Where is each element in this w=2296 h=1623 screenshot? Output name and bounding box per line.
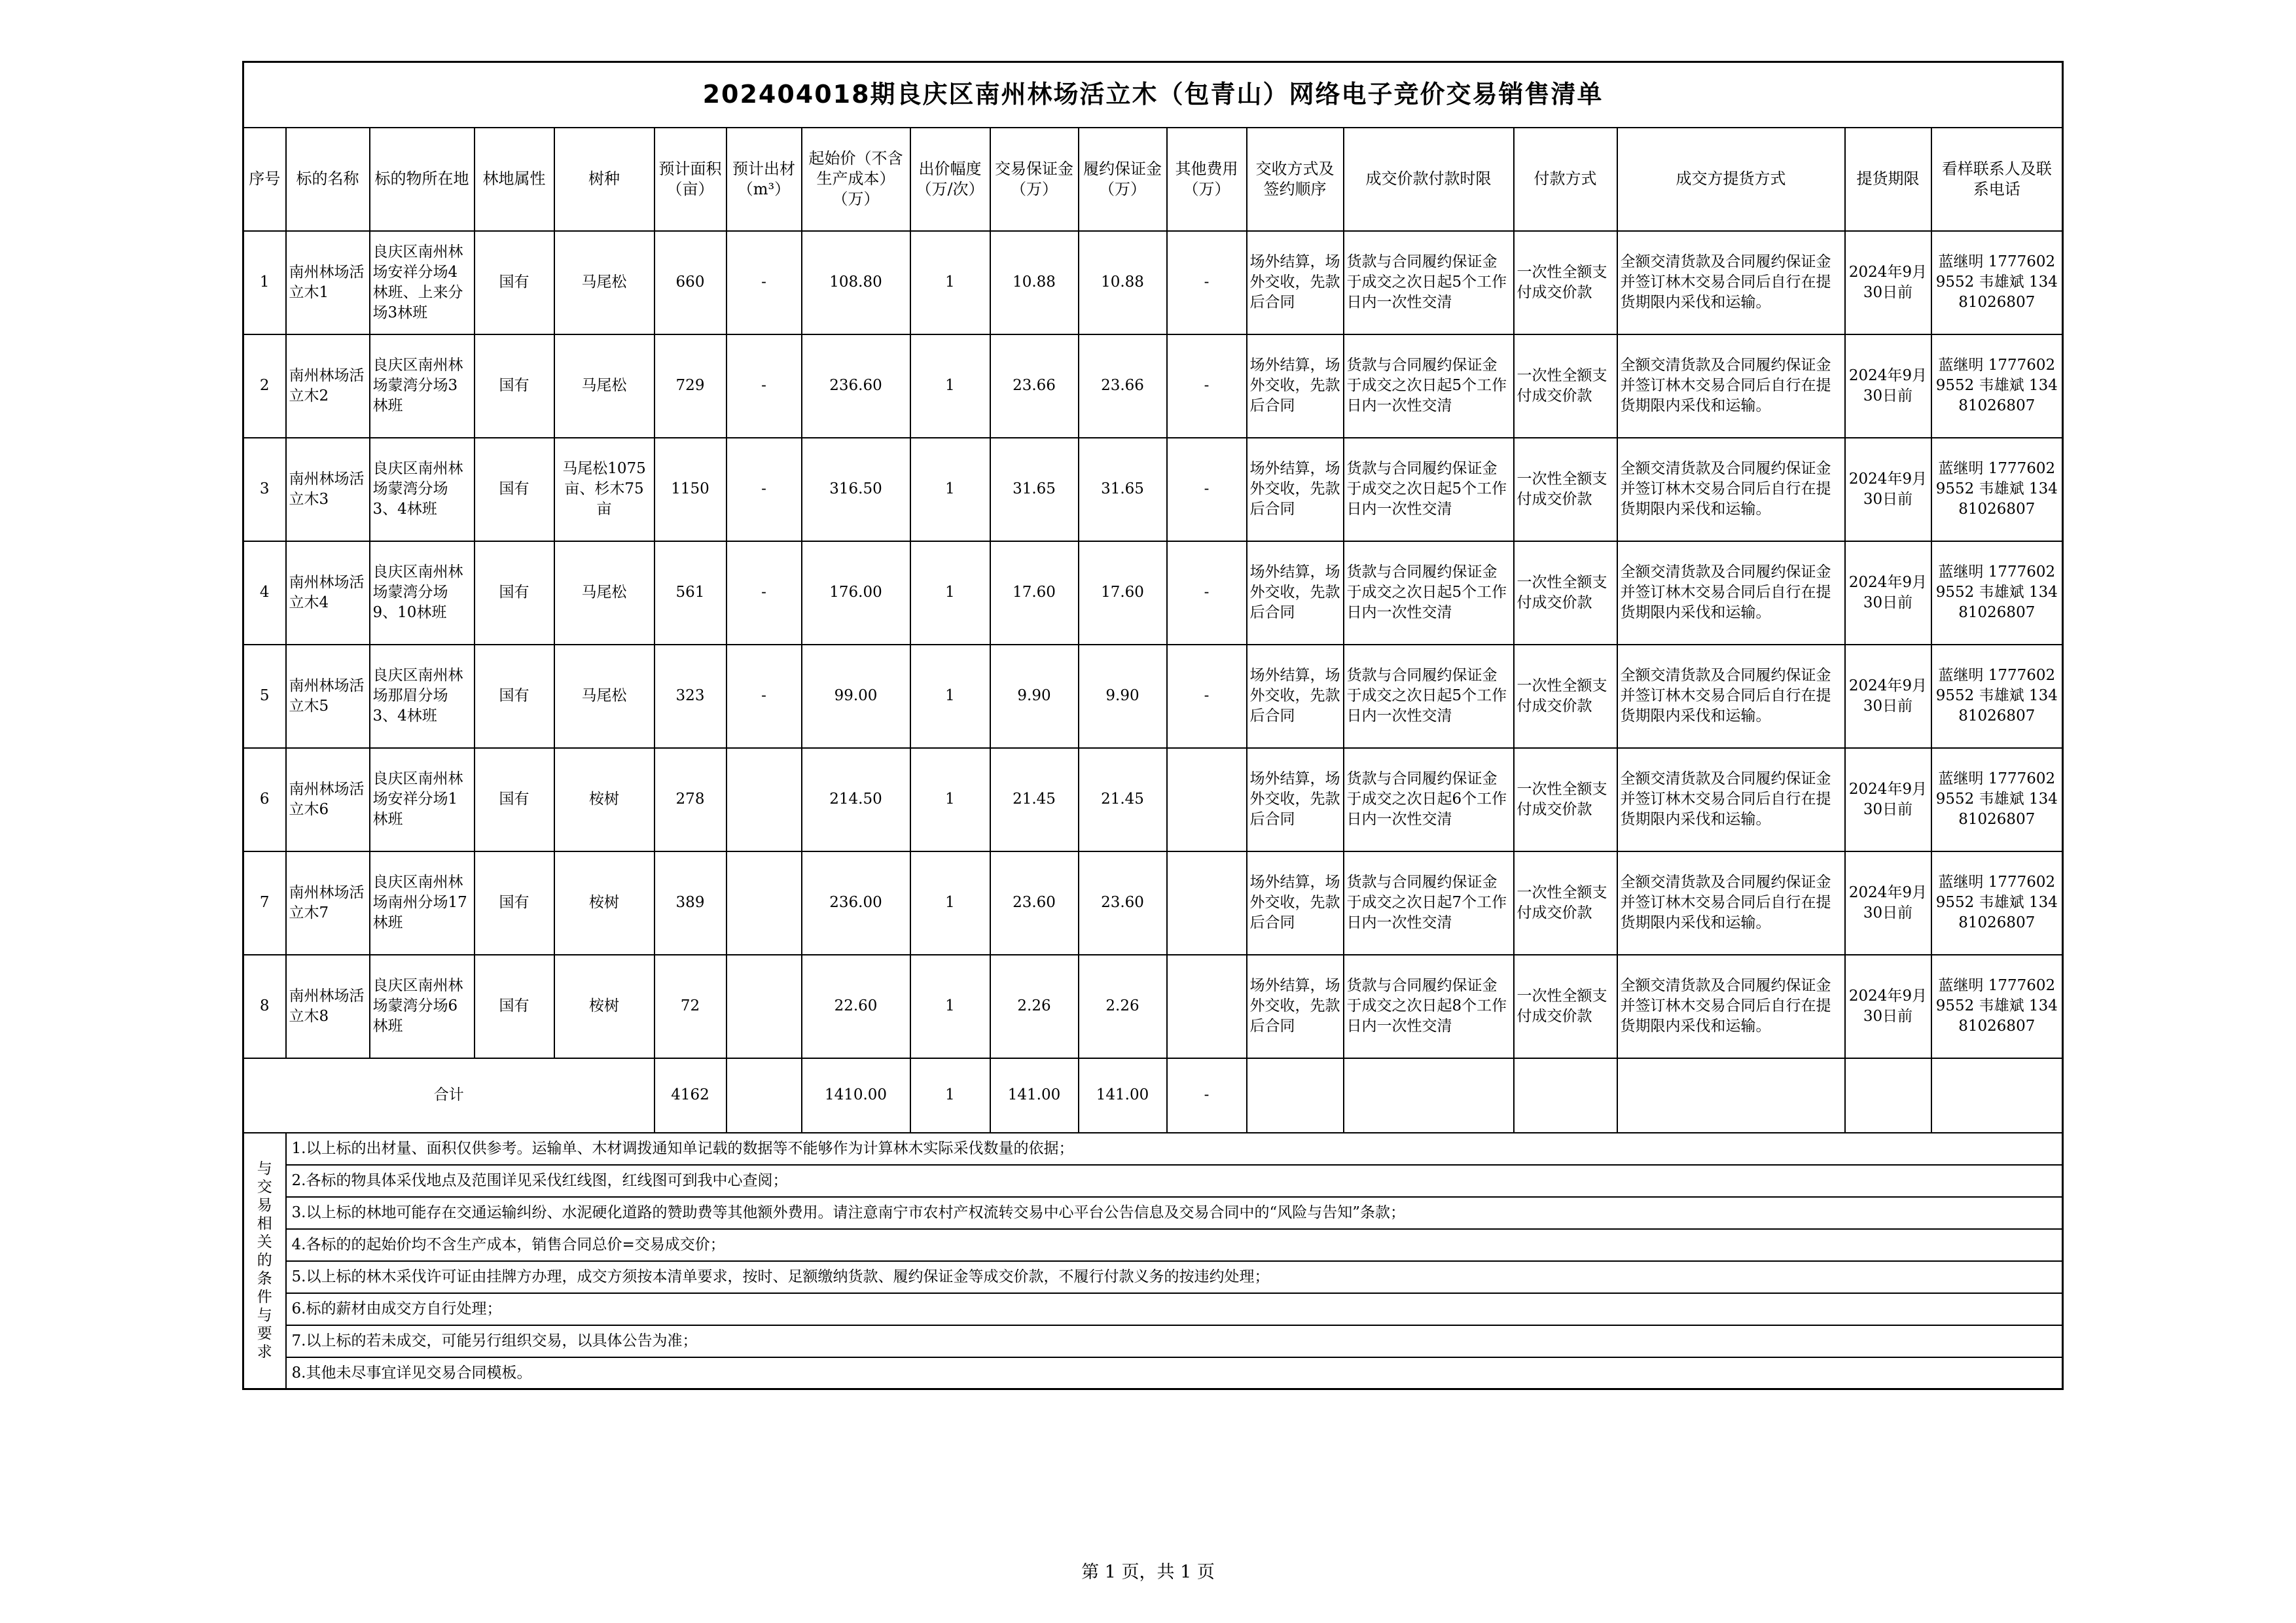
cell-name: 南州林场活立木4	[286, 541, 370, 645]
cell-location: 良庆区南州林场安祥分场4林班、上来分场3林班	[370, 231, 475, 334]
cell-no: 8	[243, 955, 286, 1058]
table-row	[243, 955, 2063, 1058]
cell-other	[1167, 748, 1247, 851]
cell-other: -	[1167, 334, 1247, 438]
cell-perf-deposit: 2.26	[1079, 955, 1167, 1058]
cell-location: 良庆区南州林场蒙湾分场3林班	[370, 334, 475, 438]
column-header: 提货期限	[1845, 128, 1931, 231]
page-footer: 第 1 页，共 1 页	[1081, 1562, 1215, 1582]
cell-start-price: 236.60	[802, 334, 910, 438]
cell-species: 马尾松	[554, 231, 655, 334]
cell-pay-deadline: 货款与合同履约保证金于成交之次日起8个工作日内一次性交清	[1344, 955, 1514, 1058]
column-header: 预计面积（亩）	[655, 128, 726, 231]
cell-increment: 1	[910, 438, 990, 541]
condition-text: 7.以上标的若未成交，可能另行组织交易，以具体公告为准；	[286, 1325, 2063, 1357]
cell-perf-deposit: 31.65	[1079, 438, 1167, 541]
column-header: 成交价款付款时限	[1344, 128, 1514, 231]
condition-text: 1.以上标的出材量、面积仅供参考。运输单、木材调拨通知单记载的数据等不能够作为计算林木实际采伐数量的依据；	[286, 1133, 2063, 1165]
cell-area: 729	[655, 334, 726, 438]
cell-pay-deadline: 货款与合同履约保证金于成交之次日起6个工作日内一次性交清	[1344, 748, 1514, 851]
cell-increment: 1	[910, 334, 990, 438]
cell-other: -	[1167, 438, 1247, 541]
cell-start-price: 22.60	[802, 955, 910, 1058]
cell-pay-method: 一次性全额支付成交价款	[1514, 231, 1617, 334]
cell-name: 南州林场活立木7	[286, 851, 370, 955]
column-header: 成交方提货方式	[1617, 128, 1845, 231]
cell-name: 南州林场活立木6	[286, 748, 370, 851]
cell-contact: 蓝继明 17776029552 韦雄斌 13481026807	[1931, 851, 2063, 955]
cell-increment: 1	[910, 231, 990, 334]
cell-pay-method: 一次性全额支付成交价款	[1514, 438, 1617, 541]
cell-delivery: 场外结算，场外交收，先款后合同	[1247, 645, 1344, 748]
condition-row	[243, 1229, 2063, 1261]
total-empty	[1514, 1058, 1617, 1133]
cell-location: 良庆区南州林场安祥分场1林班	[370, 748, 475, 851]
cell-name: 南州林场活立木1	[286, 231, 370, 334]
cell-delivery: 场外结算，场外交收，先款后合同	[1247, 955, 1344, 1058]
cell-area: 389	[655, 851, 726, 955]
cell-pickup: 全额交清货款及合同履约保证金并签订林木交易合同后自行在提货期限内采伐和运输。	[1617, 955, 1845, 1058]
column-header: 起始价（不含生产成本）（万）	[802, 128, 910, 231]
condition-text: 4.各标的的起始价均不含生产成本，销售合同总价=交易成交价；	[286, 1229, 2063, 1261]
cell-no: 1	[243, 231, 286, 334]
cell-species: 马尾松	[554, 541, 655, 645]
cell-pay-deadline: 货款与合同履约保证金于成交之次日起5个工作日内一次性交清	[1344, 231, 1514, 334]
cell-contact: 蓝继明 17776029552 韦雄斌 13481026807	[1931, 334, 2063, 438]
table-row	[243, 438, 2063, 541]
cell-name: 南州林场活立木5	[286, 645, 370, 748]
cell-delivery: 场外结算，场外交收，先款后合同	[1247, 231, 1344, 334]
cell-property: 国有	[475, 955, 554, 1058]
condition-row	[243, 1133, 2063, 1165]
cell-contact: 蓝继明 17776029552 韦雄斌 13481026807	[1931, 748, 2063, 851]
page-title: 202404018期良庆区南州林场活立木（包青山）网络电子竞价交易销售清单	[243, 62, 2063, 128]
total-start-price: 1410.00	[802, 1058, 910, 1133]
cell-species: 马尾松	[554, 645, 655, 748]
cell-name: 南州林场活立木2	[286, 334, 370, 438]
cell-location: 良庆区南州林场那眉分场3、4林班	[370, 645, 475, 748]
column-header: 交收方式及签约顺序	[1247, 128, 1344, 231]
column-header: 标的名称	[286, 128, 370, 231]
cell-no: 2	[243, 334, 286, 438]
cell-species: 桉树	[554, 748, 655, 851]
column-header: 交易保证金（万）	[990, 128, 1079, 231]
total-area: 4162	[655, 1058, 726, 1133]
total-empty	[1344, 1058, 1514, 1133]
cell-pickup-deadline: 2024年9月30日前	[1845, 851, 1931, 955]
cell-perf-deposit: 23.66	[1079, 334, 1167, 438]
cell-deposit: 21.45	[990, 748, 1079, 851]
cell-deposit: 23.66	[990, 334, 1079, 438]
cell-volume	[726, 851, 802, 955]
cell-perf-deposit: 9.90	[1079, 645, 1167, 748]
cell-deposit: 23.60	[990, 851, 1079, 955]
cell-pickup-deadline: 2024年9月30日前	[1845, 748, 1931, 851]
cell-pickup: 全额交清货款及合同履约保证金并签订林木交易合同后自行在提货期限内采伐和运输。	[1617, 851, 1845, 955]
cell-pickup: 全额交清货款及合同履约保证金并签订林木交易合同后自行在提货期限内采伐和运输。	[1617, 231, 1845, 334]
total-other: -	[1167, 1058, 1247, 1133]
cell-volume: -	[726, 541, 802, 645]
cell-location: 良庆区南州林场蒙湾分场3、4林班	[370, 438, 475, 541]
cell-other: -	[1167, 645, 1247, 748]
cell-pickup-deadline: 2024年9月30日前	[1845, 541, 1931, 645]
cell-property: 国有	[475, 748, 554, 851]
cell-pay-deadline: 货款与合同履约保证金于成交之次日起5个工作日内一次性交清	[1344, 645, 1514, 748]
total-deposit: 141.00	[990, 1058, 1079, 1133]
cell-increment: 1	[910, 645, 990, 748]
cell-property: 国有	[475, 541, 554, 645]
total-increment: 1	[910, 1058, 990, 1133]
cell-property: 国有	[475, 438, 554, 541]
cell-pay-deadline: 货款与合同履约保证金于成交之次日起5个工作日内一次性交清	[1344, 334, 1514, 438]
cell-contact: 蓝继明 17776029552 韦雄斌 13481026807	[1931, 645, 2063, 748]
condition-row	[243, 1165, 2063, 1197]
condition-row	[243, 1325, 2063, 1357]
cell-contact: 蓝继明 17776029552 韦雄斌 13481026807	[1931, 438, 2063, 541]
cell-start-price: 108.80	[802, 231, 910, 334]
column-header: 预计出材（m³）	[726, 128, 802, 231]
table-row	[243, 645, 2063, 748]
cell-pay-deadline: 货款与合同履约保证金于成交之次日起5个工作日内一次性交清	[1344, 541, 1514, 645]
cell-property: 国有	[475, 851, 554, 955]
cell-increment: 1	[910, 851, 990, 955]
cell-perf-deposit: 10.88	[1079, 231, 1167, 334]
cell-perf-deposit: 21.45	[1079, 748, 1167, 851]
column-header: 看样联系人及联系电话	[1931, 128, 2063, 231]
cell-area: 561	[655, 541, 726, 645]
cell-pay-method: 一次性全额支付成交价款	[1514, 851, 1617, 955]
cell-delivery: 场外结算，场外交收，先款后合同	[1247, 438, 1344, 541]
cell-area: 72	[655, 955, 726, 1058]
cell-other: -	[1167, 541, 1247, 645]
cell-volume	[726, 955, 802, 1058]
cell-location: 良庆区南州林场南州分场17林班	[370, 851, 475, 955]
column-header: 履约保证金（万）	[1079, 128, 1167, 231]
cell-name: 南州林场活立木8	[286, 955, 370, 1058]
cell-no: 6	[243, 748, 286, 851]
cell-start-price: 176.00	[802, 541, 910, 645]
cell-property: 国有	[475, 334, 554, 438]
table-row	[243, 851, 2063, 955]
column-header: 标的物所在地	[370, 128, 475, 231]
column-header: 出价幅度（万/次）	[910, 128, 990, 231]
cell-pickup: 全额交清货款及合同履约保证金并签订林木交易合同后自行在提货期限内采伐和运输。	[1617, 645, 1845, 748]
condition-text: 5.以上标的林木采伐许可证由挂牌方办理，成交方须按本清单要求，按时、足额缴纳货款、履约保证金等成交价款，不履行付款义务的按违约处理；	[286, 1261, 2063, 1293]
cell-pickup: 全额交清货款及合同履约保证金并签订林木交易合同后自行在提货期限内采伐和运输。	[1617, 438, 1845, 541]
cell-pay-method: 一次性全额支付成交价款	[1514, 748, 1617, 851]
total-perf-deposit: 141.00	[1079, 1058, 1167, 1133]
total-empty	[1931, 1058, 2063, 1133]
cell-start-price: 316.50	[802, 438, 910, 541]
cell-delivery: 场外结算，场外交收，先款后合同	[1247, 851, 1344, 955]
total-empty	[1845, 1058, 1931, 1133]
cell-pickup-deadline: 2024年9月30日前	[1845, 645, 1931, 748]
cell-other	[1167, 955, 1247, 1058]
header-row	[243, 128, 2063, 231]
cell-volume: -	[726, 231, 802, 334]
cell-contact: 蓝继明 17776029552 韦雄斌 13481026807	[1931, 955, 2063, 1058]
cell-species: 马尾松1075亩、杉木75亩	[554, 438, 655, 541]
cell-increment: 1	[910, 541, 990, 645]
column-header: 林地属性	[475, 128, 554, 231]
cell-pickup-deadline: 2024年9月30日前	[1845, 955, 1931, 1058]
cell-no: 3	[243, 438, 286, 541]
cell-pay-method: 一次性全额支付成交价款	[1514, 955, 1617, 1058]
cell-species: 马尾松	[554, 334, 655, 438]
cell-pickup: 全额交清货款及合同履约保证金并签订林木交易合同后自行在提货期限内采伐和运输。	[1617, 541, 1845, 645]
column-header: 树种	[554, 128, 655, 231]
cell-start-price: 236.00	[802, 851, 910, 955]
table-row	[243, 541, 2063, 645]
cell-delivery: 场外结算，场外交收，先款后合同	[1247, 541, 1344, 645]
cell-location: 良庆区南州林场蒙湾分场6林班	[370, 955, 475, 1058]
table-row	[243, 231, 2063, 334]
cell-perf-deposit: 23.60	[1079, 851, 1167, 955]
cell-location: 良庆区南州林场蒙湾分场9、10林班	[370, 541, 475, 645]
cell-contact: 蓝继明 17776029552 韦雄斌 13481026807	[1931, 541, 2063, 645]
cell-pickup-deadline: 2024年9月30日前	[1845, 231, 1931, 334]
cell-no: 5	[243, 645, 286, 748]
conditions-label: 与 交 易 相 关 的 条 件 与 要 求	[243, 1133, 286, 1389]
cell-contact: 蓝继明 17776029552 韦雄斌 13481026807	[1931, 231, 2063, 334]
cell-pay-method: 一次性全额支付成交价款	[1514, 645, 1617, 748]
total-empty	[726, 1058, 802, 1133]
cell-area: 278	[655, 748, 726, 851]
cell-species: 桉树	[554, 851, 655, 955]
cell-deposit: 9.90	[990, 645, 1079, 748]
column-header: 序号	[243, 128, 286, 231]
condition-text: 3.以上标的林地可能存在交通运输纠纷、水泥硬化道路的赞助费等其他额外费用。请注意南宁市农村产权流转交易中心平台公告信息及交易合同中的“风险与告知”条款；	[286, 1197, 2063, 1229]
cell-pay-method: 一次性全额支付成交价款	[1514, 541, 1617, 645]
cell-other	[1167, 851, 1247, 955]
total-label: 合计	[243, 1058, 655, 1133]
cell-area: 323	[655, 645, 726, 748]
cell-pickup-deadline: 2024年9月30日前	[1845, 334, 1931, 438]
condition-text: 6.标的薪材由成交方自行处理；	[286, 1293, 2063, 1325]
cell-start-price: 99.00	[802, 645, 910, 748]
cell-pay-deadline: 货款与合同履约保证金于成交之次日起5个工作日内一次性交清	[1344, 438, 1514, 541]
condition-row	[243, 1293, 2063, 1325]
condition-text: 8.其他未尽事宜详见交易合同模板。	[286, 1357, 2063, 1389]
condition-row	[243, 1357, 2063, 1389]
column-header: 付款方式	[1514, 128, 1617, 231]
total-empty	[1617, 1058, 1845, 1133]
column-header: 其他费用（万）	[1167, 128, 1247, 231]
cell-deposit: 2.26	[990, 955, 1079, 1058]
cell-no: 7	[243, 851, 286, 955]
cell-start-price: 214.50	[802, 748, 910, 851]
cell-deposit: 17.60	[990, 541, 1079, 645]
cell-deposit: 10.88	[990, 231, 1079, 334]
condition-row	[243, 1261, 2063, 1293]
cell-deposit: 31.65	[990, 438, 1079, 541]
cell-volume: -	[726, 438, 802, 541]
cell-no: 4	[243, 541, 286, 645]
cell-property: 国有	[475, 231, 554, 334]
cell-name: 南州林场活立木3	[286, 438, 370, 541]
cell-perf-deposit: 17.60	[1079, 541, 1167, 645]
cell-other: -	[1167, 231, 1247, 334]
cell-increment: 1	[910, 748, 990, 851]
cell-delivery: 场外结算，场外交收，先款后合同	[1247, 748, 1344, 851]
cell-area: 660	[655, 231, 726, 334]
cell-volume: -	[726, 645, 802, 748]
table-row	[243, 334, 2063, 438]
cell-area: 1150	[655, 438, 726, 541]
cell-pay-method: 一次性全额支付成交价款	[1514, 334, 1617, 438]
cell-volume	[726, 748, 802, 851]
cell-volume: -	[726, 334, 802, 438]
totals-row	[243, 1058, 2063, 1133]
cell-pay-deadline: 货款与合同履约保证金于成交之次日起7个工作日内一次性交清	[1344, 851, 1514, 955]
total-empty	[1247, 1058, 1344, 1133]
table-row	[243, 748, 2063, 851]
cell-delivery: 场外结算，场外交收，先款后合同	[1247, 334, 1344, 438]
cell-pickup: 全额交清货款及合同履约保证金并签订林木交易合同后自行在提货期限内采伐和运输。	[1617, 748, 1845, 851]
cell-pickup: 全额交清货款及合同履约保证金并签订林木交易合同后自行在提货期限内采伐和运输。	[1617, 334, 1845, 438]
cell-property: 国有	[475, 645, 554, 748]
condition-text: 2.各标的物具体采伐地点及范围详见采伐红线图，红线图可到我中心查阅；	[286, 1165, 2063, 1197]
condition-row	[243, 1197, 2063, 1229]
cell-species: 桉树	[554, 955, 655, 1058]
sales-list-table	[242, 61, 2064, 1390]
cell-increment: 1	[910, 955, 990, 1058]
cell-pickup-deadline: 2024年9月30日前	[1845, 438, 1931, 541]
